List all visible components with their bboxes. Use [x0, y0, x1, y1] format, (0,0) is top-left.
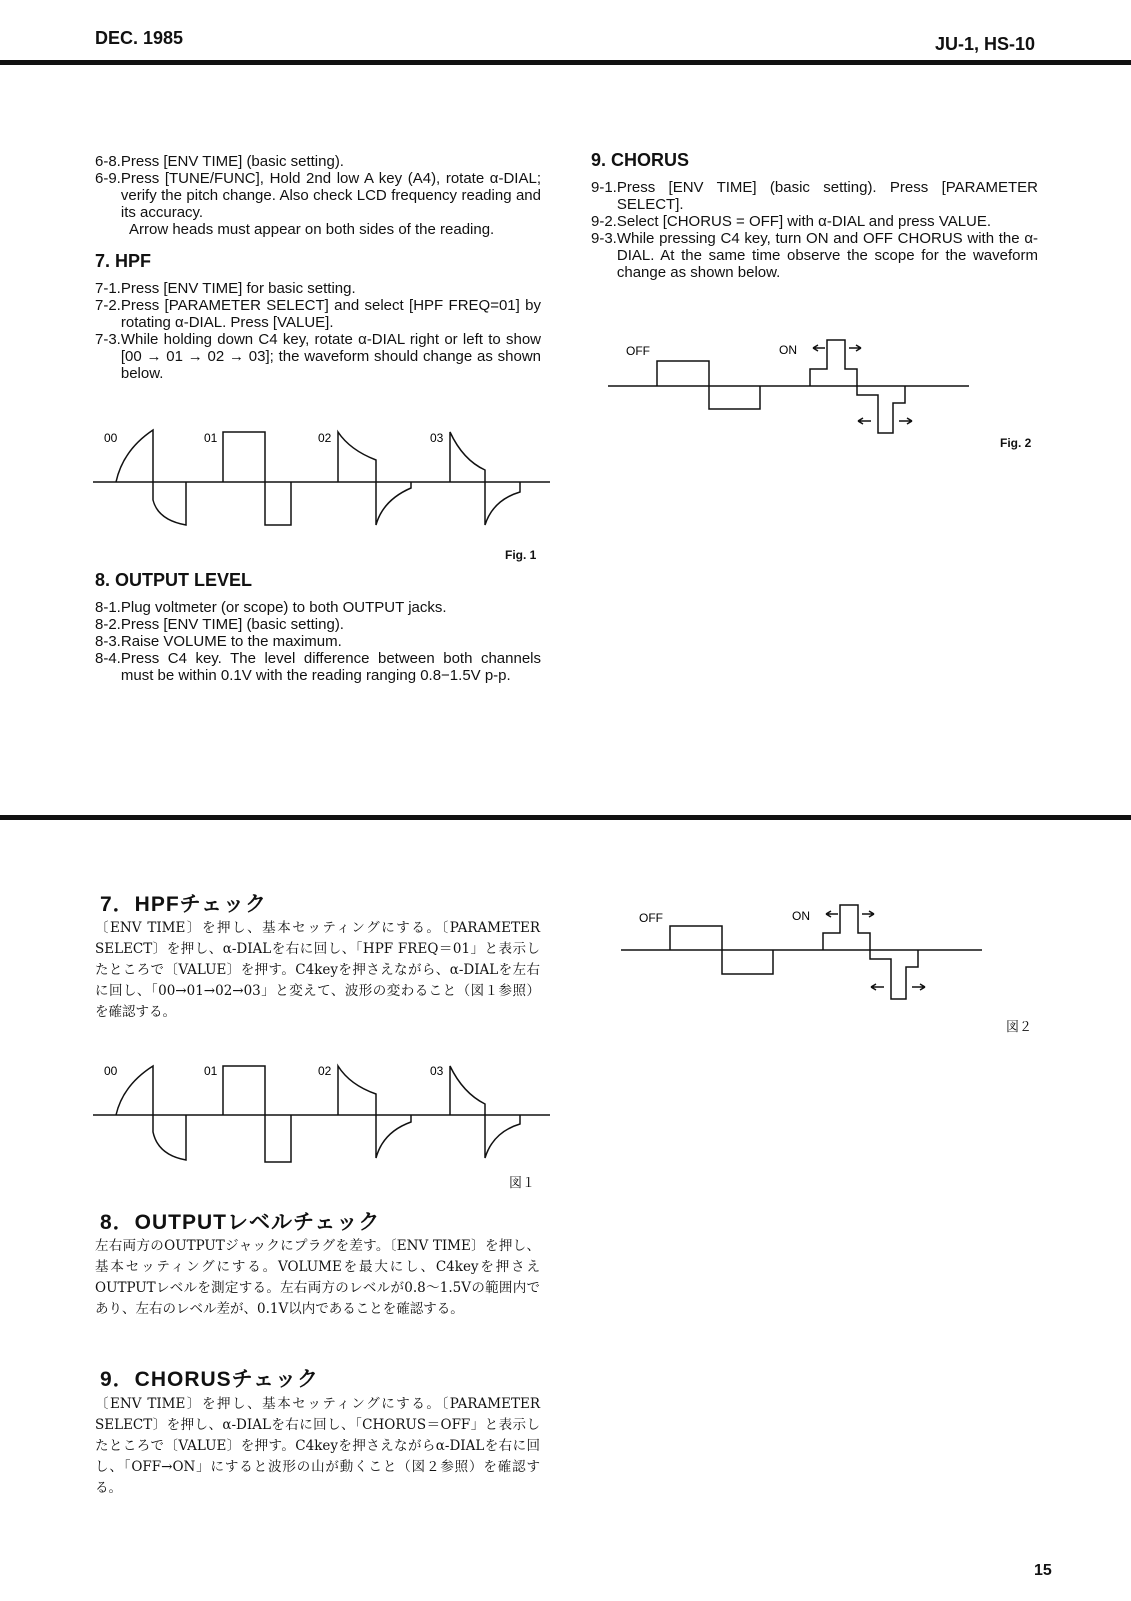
- jp-fig1-caption: 図１: [509, 1176, 536, 1191]
- step-8-4: 8-4. Press C4 key. The level difference between both channels must be within 0.1V with the reading ranging 0.8−1.5V p-p.: [95, 650, 541, 684]
- fig2-label-on: ON: [779, 343, 797, 357]
- jp-chorus-text: 〔ENV TIME〕を押し、基本セッティングにする。〔PARAMETER SELECT〕を押し、α-DIALを右に回し、「CHORUS＝OFF」と表示したところで〔VALUE〕を押す。C4keyを押さえながらα-DIALを右に回し、「OFF→ON」にすると波形の山が動くこと（図２参照）を確認する。: [95, 1396, 540, 1496]
- jp-hpf-text: 〔ENV TIME〕を押し、基本セッティングにする。〔PARAMETER SELECT〕を押し、α-DIALを右に回し、「HPF FREQ＝01」と表示したところで〔VALUE〕を押す。C4keyを押さえながら、α-DIALを左右に回し、「00→01→02→03」と変えて、波形の変わること（図１参照）を確認する。: [95, 920, 540, 1020]
- fig1-jp-label-00: 00: [104, 1064, 118, 1078]
- header-date: DEC. 1985: [95, 28, 184, 48]
- step-7-2: 7-2. Press [PARAMETER SELECT] and select [HPF FREQ=01] by rotating α-DIAL. Press [VALUE].: [95, 297, 541, 331]
- jp-chorus-title: 9．CHORUSチェック: [100, 1368, 320, 1391]
- fig1-label-01: 01: [204, 431, 218, 445]
- fig1-label-03: 03: [430, 431, 444, 445]
- fig2-caption: Fig. 2: [1000, 436, 1032, 450]
- fig1-jp-label-02: 02: [318, 1064, 332, 1078]
- fig2-jp-label-on: ON: [792, 909, 810, 923]
- step-7-1: 7-1. Press [ENV TIME] for basic setting.: [95, 280, 356, 297]
- step-7-3: 7-3. While holding down C4 key, rotate α-DIAL right or left to show [00 → 01 → 02 → 03]; the waveform should change as shown below.: [95, 331, 541, 382]
- step-6-8: 6-8. Press [ENV TIME] (basic setting).: [95, 153, 344, 170]
- section-output-title: 8. OUTPUT LEVEL: [95, 570, 253, 590]
- fig1-jp-hpf-waveforms: [88, 1060, 558, 1175]
- step-9-2: 9-2. Select [CHORUS = OFF] with α-DIAL and press VALUE.: [591, 213, 992, 230]
- fig1-jp-label-01: 01: [204, 1064, 218, 1078]
- section-rule: [0, 815, 1131, 820]
- step-6-9-extra: Arrow heads must appear on both sides of the reading.: [129, 221, 495, 238]
- left-column-top: [95, 153, 541, 382]
- step-6-9: 6-9. Press [TUNE/FUNC], Hold 2nd low A key (A4), rotate α-DIAL; verify the pitch change. Also check LCD frequency reading and its accuracy.: [95, 170, 541, 221]
- step-9-1: 9-1. Press [ENV TIME] (basic setting). Press [PARAMETER SELECT].: [591, 179, 1038, 213]
- jp-output-title: 8．OUTPUTレベルチェック: [100, 1211, 381, 1234]
- fig2-label-off: OFF: [626, 344, 650, 358]
- step-8-3: 8-3. Raise VOLUME to the maximum.: [95, 633, 342, 650]
- fig1-jp-label-03: 03: [430, 1064, 444, 1078]
- step-8-2: 8-2. Press [ENV TIME] (basic setting).: [95, 616, 344, 633]
- fig1-label-00: 00: [104, 431, 118, 445]
- header-model: JU-1, HS-10: [934, 34, 1035, 54]
- page-number: 15: [1034, 1562, 1052, 1579]
- step-8-1: 8-1. Plug voltmeter (or scope) to both OUTPUT jacks.: [95, 599, 447, 616]
- step-9-3: 9-3. While pressing C4 key, turn ON and OFF CHORUS with the α-DIAL. At the same time observe the scope for the waveform change as shown below.: [591, 230, 1038, 281]
- left-column-bottom: [95, 572, 541, 684]
- fig2-jp-chorus-waveform: [618, 895, 988, 1005]
- fig1-caption: Fig. 1: [505, 548, 537, 562]
- fig1-label-02: 02: [318, 431, 332, 445]
- fig1-hpf-waveforms: [88, 420, 558, 540]
- jp-hpf-title: 7．HPFチェック: [100, 893, 268, 916]
- fig2-jp-label-off: OFF: [639, 911, 663, 925]
- jp-output-text: 左右両方のOUTPUTジャックにプラグを差す。〔ENV TIME〕を押し、基本セッティングにする。VOLUMEを最大にし、C4keyを押さえOUTPUTレベルを測定する。左右両方のレベルが0.8～1.5Vの範囲内であり、左右のレベル差が、0.1V以内であることを確認する。: [95, 1238, 540, 1317]
- jp-fig2-caption: 図２: [1006, 1020, 1033, 1035]
- section-chorus-title: 9. CHORUS: [591, 150, 690, 170]
- fig2-chorus-waveform: [605, 335, 975, 440]
- header-rule: [0, 60, 1131, 65]
- section-hpf-title: 7. HPF: [95, 251, 152, 271]
- right-column: [591, 152, 1038, 281]
